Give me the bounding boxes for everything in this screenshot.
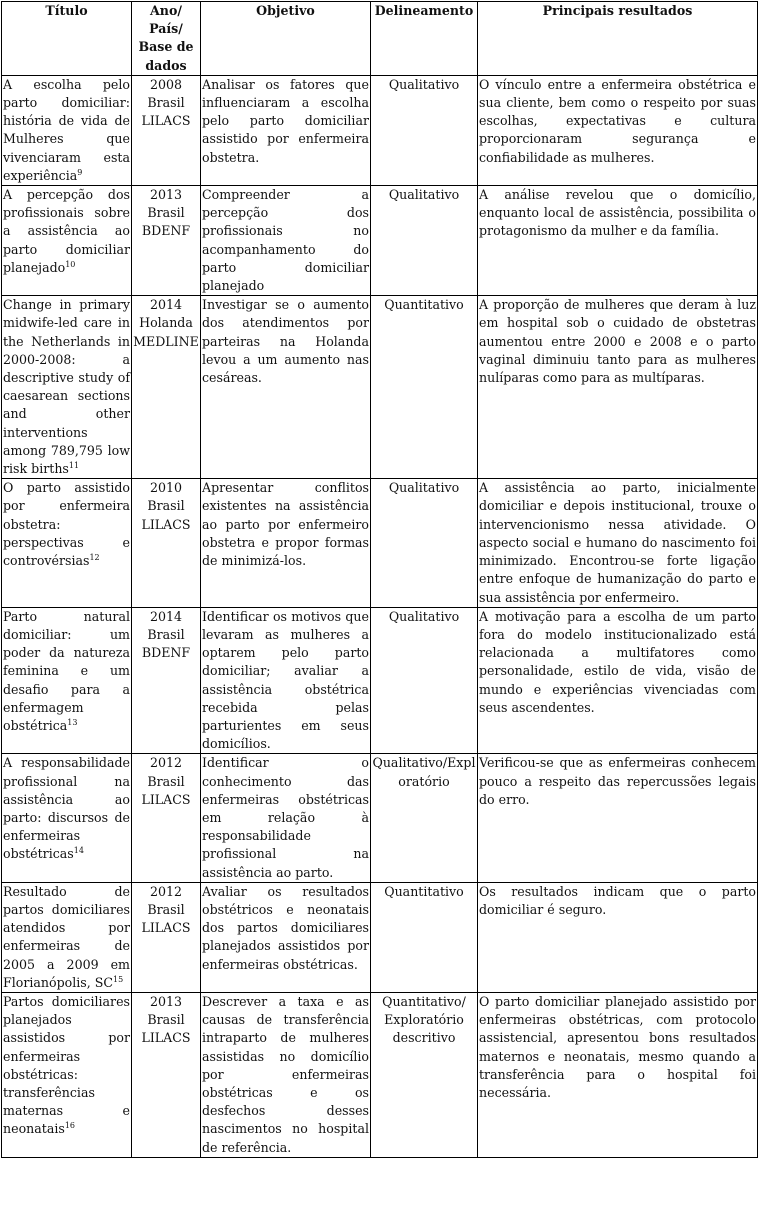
cell-resultados: O parto domiciliar planejado assistido por enfermeiras obstétricas, com protocolo assistencial, apresentou bons resultados maternos e neonatais, mesmo quando a transferência para o hospital foi necessária. [478,992,758,1157]
cell-delineamento: Qualitativo [371,186,478,296]
header-titulo: Título [2,2,132,76]
reference-number: 11 [68,460,80,470]
header-ano: Ano/ [150,3,182,18]
table-row [2,754,758,882]
header-dados: dados [145,57,187,73]
cell-titulo: Change in primary midwife-led care in the Netherlands in 2000-2008: a descriptive study of caesarean sections and other interventions among 789,795 low risk births$^{11}$ [2,296,132,479]
cell-objetivo: Analisar os fatores que influenciaram a escolha pelo parto domiciliar assistido por enfermeira obstetra. [201,75,371,185]
reference-number: 14 [73,846,84,856]
cell-delineamento: Qualitativo [371,479,478,607]
table-row [2,479,758,607]
cell-titulo: A responsabilidade profissional na assistência ao parto: discursos de enfermeiras obstétricas$^{14}$ [2,754,132,882]
reference-number: 15 [113,974,124,984]
header-resultados: Principais resultados [478,2,758,76]
header-pais: País/ [149,21,183,37]
cell-ano-pais-base: 2012 Brasil LILACS [132,754,201,882]
cell-titulo: A escolha pelo parto domiciliar: história de vida de Mulheres que vivenciaram esta experiência$^9$ [2,75,132,185]
table-row [2,186,758,296]
cell-resultados: A assistência ao parto, inicialmente domiciliar e depois institucional, trouxe o intervencionismo nessa atividade. O aspecto social e humano do nascimento foi minimizado. Encontrou-se forte ligação entre enfoque de humanização do parto e sua assistência por enfermeiro. [478,479,758,607]
header-objetivo: Objetivo [201,2,371,76]
cell-objetivo: Identificar os motivos que levaram as mulheres a optarem pelo parto domiciliar; avaliar a assistência obstétrica recebida pelas parturientes em seus domicílios. [201,607,371,754]
cell-delineamento: Quantitativo/ Exploratório descritivo [371,992,478,1157]
cell-objetivo: Apresentar conflitos existentes na assistência ao parto por enfermeiro obstetra e propor formas de minimizá-los. [201,479,371,607]
header-delineamento: Delineamento [371,2,478,76]
cell-resultados: Os resultados indicam que o parto domiciliar é seguro. [478,882,758,992]
table-row [2,992,758,1157]
cell-ano-pais-base: 2008 Brasil LILACS [132,75,201,185]
cell-delineamento: Qualitativo [371,607,478,754]
cell-titulo: O parto assistido por enfermeira obstetra: perspectivas e controvérsias$^{12}$ [2,479,132,607]
cell-resultados: A proporção de mulheres que deram à luz em hospital sob o cuidado de obstetras aumentou entre 2000 e 2008 e o parto vaginal diminuiu tanto para as mulheres nulíparas como para as multíparas. [478,296,758,479]
cell-resultados: O vínculo entre a enfermeira obstétrica e sua cliente, bem como o respeito por suas escolhas, expectativas e cultura proporcionaram segurança e confiabilidade as mulheres. [478,75,758,185]
cell-delineamento: Quantitativo [371,296,478,479]
cell-titulo: A percepção dos profissionais sobre a assistência ao parto domiciliar planejado$^{10}$ [2,186,132,296]
cell-objetivo: Investigar se o aumento dos atendimentos por parteiras na Holanda levou a um aumento nas cesáreas. [201,296,371,479]
cell-objetivo: Avaliar os resultados obstétricos e neonatais dos partos domiciliares planejados assistidos por enfermeiras obstétricas. [201,882,371,992]
table-row [2,75,758,185]
header-row [2,2,758,76]
table-row [2,296,758,479]
table-row [2,607,758,754]
cell-ano-pais-base: 2010 Brasil LILACS [132,479,201,607]
cell-ano-pais-base: 2014 Holanda MEDLINE [132,296,201,479]
reference-number: 16 [64,1121,76,1131]
reference-number: 9 [77,167,83,177]
header-ano-pais-base [132,2,201,76]
cell-titulo: Partos domiciliares planejados assistidos por enfermeiras obstétricas: transferências maternas e neonatais$^{16}$ [2,992,132,1157]
reference-number: 12 [89,552,100,562]
cell-delineamento: Qualitativo/Exploratório [371,754,478,882]
cell-objetivo: Compreender a percepção dos profissionais no acompanhamento do parto domiciliar planejado [201,186,371,296]
cell-ano-pais-base: 2014 Brasil BDENF [132,607,201,754]
reference-number: 10 [65,259,76,269]
cell-delineamento: Quantitativo [371,882,478,992]
cell-ano-pais-base: 2012 Brasil LILACS [132,882,201,992]
cell-delineamento: Qualitativo [371,75,478,185]
cell-titulo: Parto natural domiciliar: um poder da natureza feminina e um desafio para a enfermagem obstétrica$^{13}$ [2,607,132,754]
studies-table [1,1,758,1158]
cell-resultados: Verificou-se que as enfermeiras conhecem pouco a respeito das repercussões legais do erro. [478,754,758,882]
cell-ano-pais-base: 2013 Brasil BDENF [132,186,201,296]
header-base: Base de [138,39,194,55]
reference-number: 13 [67,717,78,727]
cell-titulo: Resultado de partos domiciliares atendidos por enfermeiras de 2005 a 2009 em Florianópolis, SC$^{15}$ [2,882,132,992]
cell-resultados: A análise revelou que o domicílio, enquanto local de assistência, possibilita o protagonismo da mulher e da família. [478,186,758,296]
cell-ano-pais-base: 2013 Brasil LILACS [132,992,201,1157]
cell-objetivo: Identificar o conhecimento das enfermeiras obstétricas em relação à responsabilidade profissional na assistência ao parto. [201,754,371,882]
cell-resultados: A motivação para a escolha de um parto fora do modelo institucionalizado está relacionada a multifatores como personalidade, estilo de vida, visão de mundo e experiências vivenciadas com seus ascendentes. [478,607,758,754]
table-row [2,882,758,992]
cell-objetivo: Descrever a taxa e as causas de transferência intraparto de mulheres assistidas no domicílio por enfermeiras obstétricas e os desfechos desses nascimentos no hospital de referência. [201,992,371,1157]
